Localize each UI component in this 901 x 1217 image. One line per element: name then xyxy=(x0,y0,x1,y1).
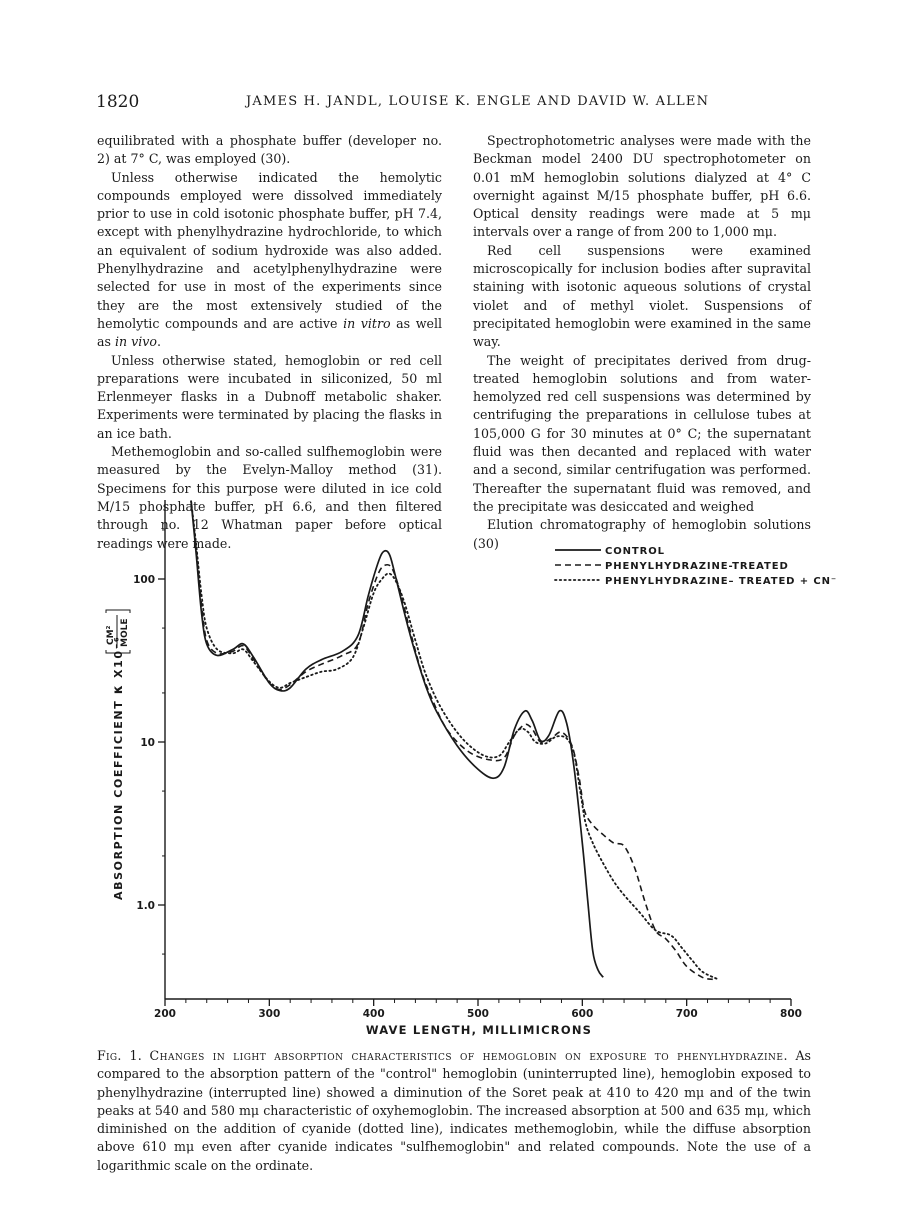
right-paragraph-4: Elution chromatography of hemoglobin solutions (30) xyxy=(473,517,811,551)
absorption-chart xyxy=(0,490,901,1050)
caption-label: Fig. 1. xyxy=(97,1048,143,1063)
x-tick-label-200: 200 xyxy=(154,1008,176,1020)
left-paragraph-2-text: Unless otherwise indicated the hemolytic compounds employed were dissolved immediately prior to use in cold isotonic phosphate buffer, pH 7.4, except with phenylhydrazine hydrochloride, to which an equivalent of sodium hydroxide was also added. Phenylhydrazine and acetylphenylhydrazine were selected for use in most of the experiments since they are the most extensively studied of the hemolytic compounds and are active xyxy=(97,169,442,331)
x-tick-label-600: 600 xyxy=(571,1008,594,1020)
chart-ticks xyxy=(133,530,802,1020)
caption-title: Changes in light absorption characteristics of hemoglobin on exposure to phenylhydrazine. xyxy=(149,1048,788,1063)
left-paragraph-1: equilibrated with a phosphate buffer (developer no. 2) at 7° C, was employed (30). xyxy=(97,133,442,167)
legend-label-0: CONTROL xyxy=(605,546,665,557)
page-header xyxy=(96,92,808,116)
y-tick-label-10: 10 xyxy=(140,737,155,749)
series-line-0 xyxy=(191,501,603,977)
left-paragraph-3: Unless otherwise stated, hemoglobin or red cell preparations were incubated in siliconized, 50 ml Erlenmeyer flasks in a Dubnoff metabolic shaker. Experiments were terminated by placing the flasks in an ice bath. xyxy=(97,352,442,441)
chart-series xyxy=(191,501,718,979)
running-head: JAMES H. JANDL, LOUISE K. ENGLE AND DAVID W. ALLEN xyxy=(246,94,710,109)
italic-in-vitro: in vitro xyxy=(343,315,391,331)
series-line-1 xyxy=(191,501,713,979)
x-tick-label-400: 400 xyxy=(362,1008,385,1020)
page-number: 1820 xyxy=(96,92,140,112)
left-paragraph-2 xyxy=(97,169,442,352)
legend-label-2: PHENYLHYDRAZINE– TREATED + CN⁻ xyxy=(605,576,838,587)
chart-axes xyxy=(165,500,791,999)
y-tick-label-100: 100 xyxy=(133,574,155,586)
x-tick-label-500: 500 xyxy=(467,1008,489,1020)
y-axis-label-text: ABSORPTION COEFFICIENT xyxy=(112,699,125,900)
y-axis-factor: X10⁻⁶ xyxy=(112,635,125,678)
italic-in-vivo: in vivo xyxy=(115,334,157,350)
x-tick-label-700: 700 xyxy=(675,1008,698,1020)
x-tick-label-300: 300 xyxy=(258,1008,281,1020)
left-paragraph-2-mid: as well as xyxy=(97,315,442,350)
y-axis-unit-bottom: MOLE xyxy=(120,618,130,647)
figure-caption xyxy=(97,1047,811,1175)
right-paragraph-3: The weight of precipitates derived from drug-treated hemoglobin solutions and from water-hemolyzed red cell suspensions was determined by centrifuging the preparations in cellulose tubes at 105,000 G for 30 minutes at 0° C; the supernatant fluid was then decanted and replaced with water and a second, similar centrifugation was performed. Thereafter the supernatant fluid was removed, and the precipitate was desiccated and weighed xyxy=(473,352,811,514)
legend-label-1: PHENYLHYDRAZINE-TREATED xyxy=(605,561,789,572)
right-paragraph-2: Red cell suspensions were examined microscopically for inclusion bodies after supravital staining with isotonic aqueous solutions of crystal violet and of methyl violet. Suspensions of precipitated hemoglobin were examined in the same way. xyxy=(473,242,811,350)
left-paragraph-4: Methemoglobin and so-called sulfhemoglobin were measured by the Evelyn-Malloy method (31). Specimens for this purpose were diluted in ice cold M/15 phosphate buffer, pH 6.6, and then filtered through no. 12 Whatman paper before optical readings were made. xyxy=(97,444,442,551)
right-paragraph-1: Spectrophotometric analyses were made with the Beckman model 2400 DU spectrophotometer on 0.01 mM hemoglobin solutions dialyzed at 4° C overnight against M/15 phosphate buffer, pH 6.6. Optical density readings were made at 5 mμ intervals over a range of from 200 to 1,000 mμ. xyxy=(473,133,811,240)
y-axis-kappa: κ xyxy=(111,683,126,695)
y-axis-unit-top: CM² xyxy=(106,625,116,645)
figure-1 xyxy=(0,490,901,1050)
x-axis-label: WAVE LENGTH, MILLIMICRONS xyxy=(365,1023,593,1037)
x-tick-label-800: 800 xyxy=(780,1008,802,1020)
y-tick-label-1: 1.0 xyxy=(136,900,155,912)
left-paragraph-2-end: . xyxy=(156,334,161,350)
caption-text: As compared to the absorption pattern of the "control" hemoglobin (uninterrupted line), hemoglobin exposed to phenylhydrazine (interrupted line) showed a diminution of the Soret peak at 410 to 420 mμ and of the twin peaks at 540 and 580 mμ characteristic of oxyhemoglobin. The increased absorption at 500 and 635 mμ, which diminished on the addition of cyanide (dotted line), indicates methemoglobin, while the diffuse absorption above 610 mμ even after cyanide indicates "sulfhemoglobin" and related compounds. Note the use of a logarithmic scale on the ordinate. xyxy=(97,1048,811,1173)
y-axis-label xyxy=(111,636,126,900)
chart-legend xyxy=(555,546,837,587)
y-axis-label-group xyxy=(106,610,130,900)
